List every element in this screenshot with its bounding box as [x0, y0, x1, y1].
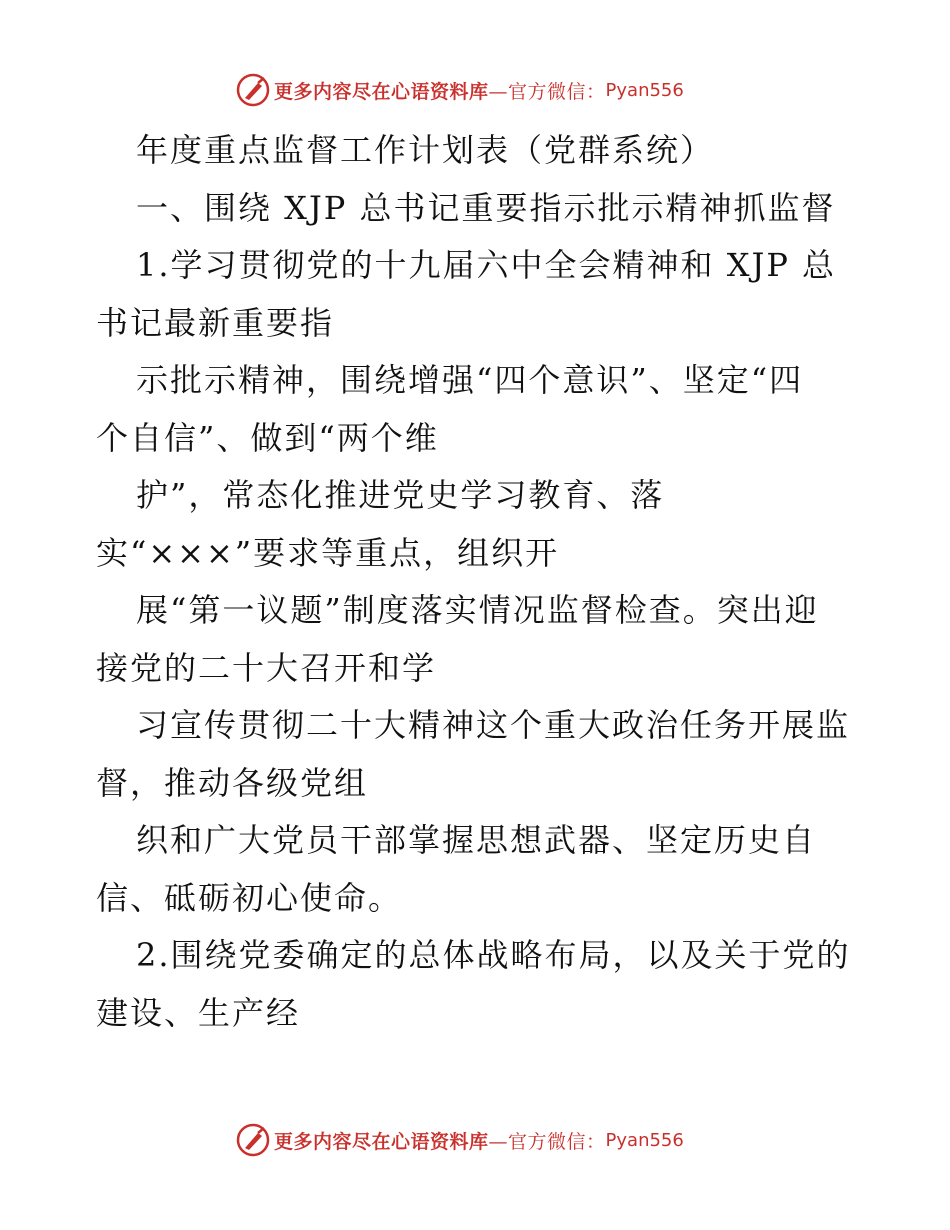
text-line: 护”，常态化推进党史学习教育、落: [136, 476, 665, 514]
footer-watermark-main: 更多内容尽在心语资料库: [274, 1130, 489, 1153]
document-body: [96, 122, 856, 1042]
quill-pen-logo-icon: [236, 1123, 270, 1157]
footer-watermark: [236, 1122, 684, 1158]
text-line: 习宣传贯彻二十大精神这个重大政治任务开展监: [136, 706, 851, 744]
footer-watermark-id: Pyan556: [605, 1129, 684, 1151]
header-watermark-id: Pyan556: [605, 79, 684, 101]
text-line: 实“×××”要求等重点，组织开: [96, 533, 560, 572]
text-line: 个自信”、做到“两个维: [96, 418, 439, 457]
header-watermark-main: 更多内容尽在心语资料库: [274, 80, 489, 103]
text-line: 信、砥砺初心使命。: [96, 878, 403, 917]
text-line: 建设、生产经: [96, 993, 301, 1032]
text-line: 1.学习贯彻党的十九届六中全会精神和 XJP 总: [136, 246, 837, 284]
header-watermark-sub: —官方微信：: [488, 80, 606, 103]
text-line: 织和广大党员干部掌握思想武器、坚定历史自: [136, 821, 817, 859]
text-line: 书记最新重要指: [96, 303, 335, 342]
header-watermark: [236, 72, 684, 108]
text-line: 示批示精神，围绕增强“四个意识”、坚定“四: [136, 361, 804, 399]
text-line: 督，推动各级党组: [96, 763, 369, 802]
quill-pen-logo-icon: [236, 73, 270, 107]
text-line: 接党的二十大召开和学: [96, 648, 437, 687]
text-line: 年度重点监督工作计划表（党群系统）: [136, 131, 715, 169]
footer-watermark-sub: —官方微信：: [488, 1130, 606, 1153]
text-line: 展“第一议题”制度落实情况监督检查。突出迎: [136, 591, 819, 629]
text-line: 2.围绕党委确定的总体战略布局，以及关于党的: [136, 936, 851, 974]
text-line: 一、围绕 XJP 总书记重要指示批示精神抓监督: [136, 188, 836, 227]
